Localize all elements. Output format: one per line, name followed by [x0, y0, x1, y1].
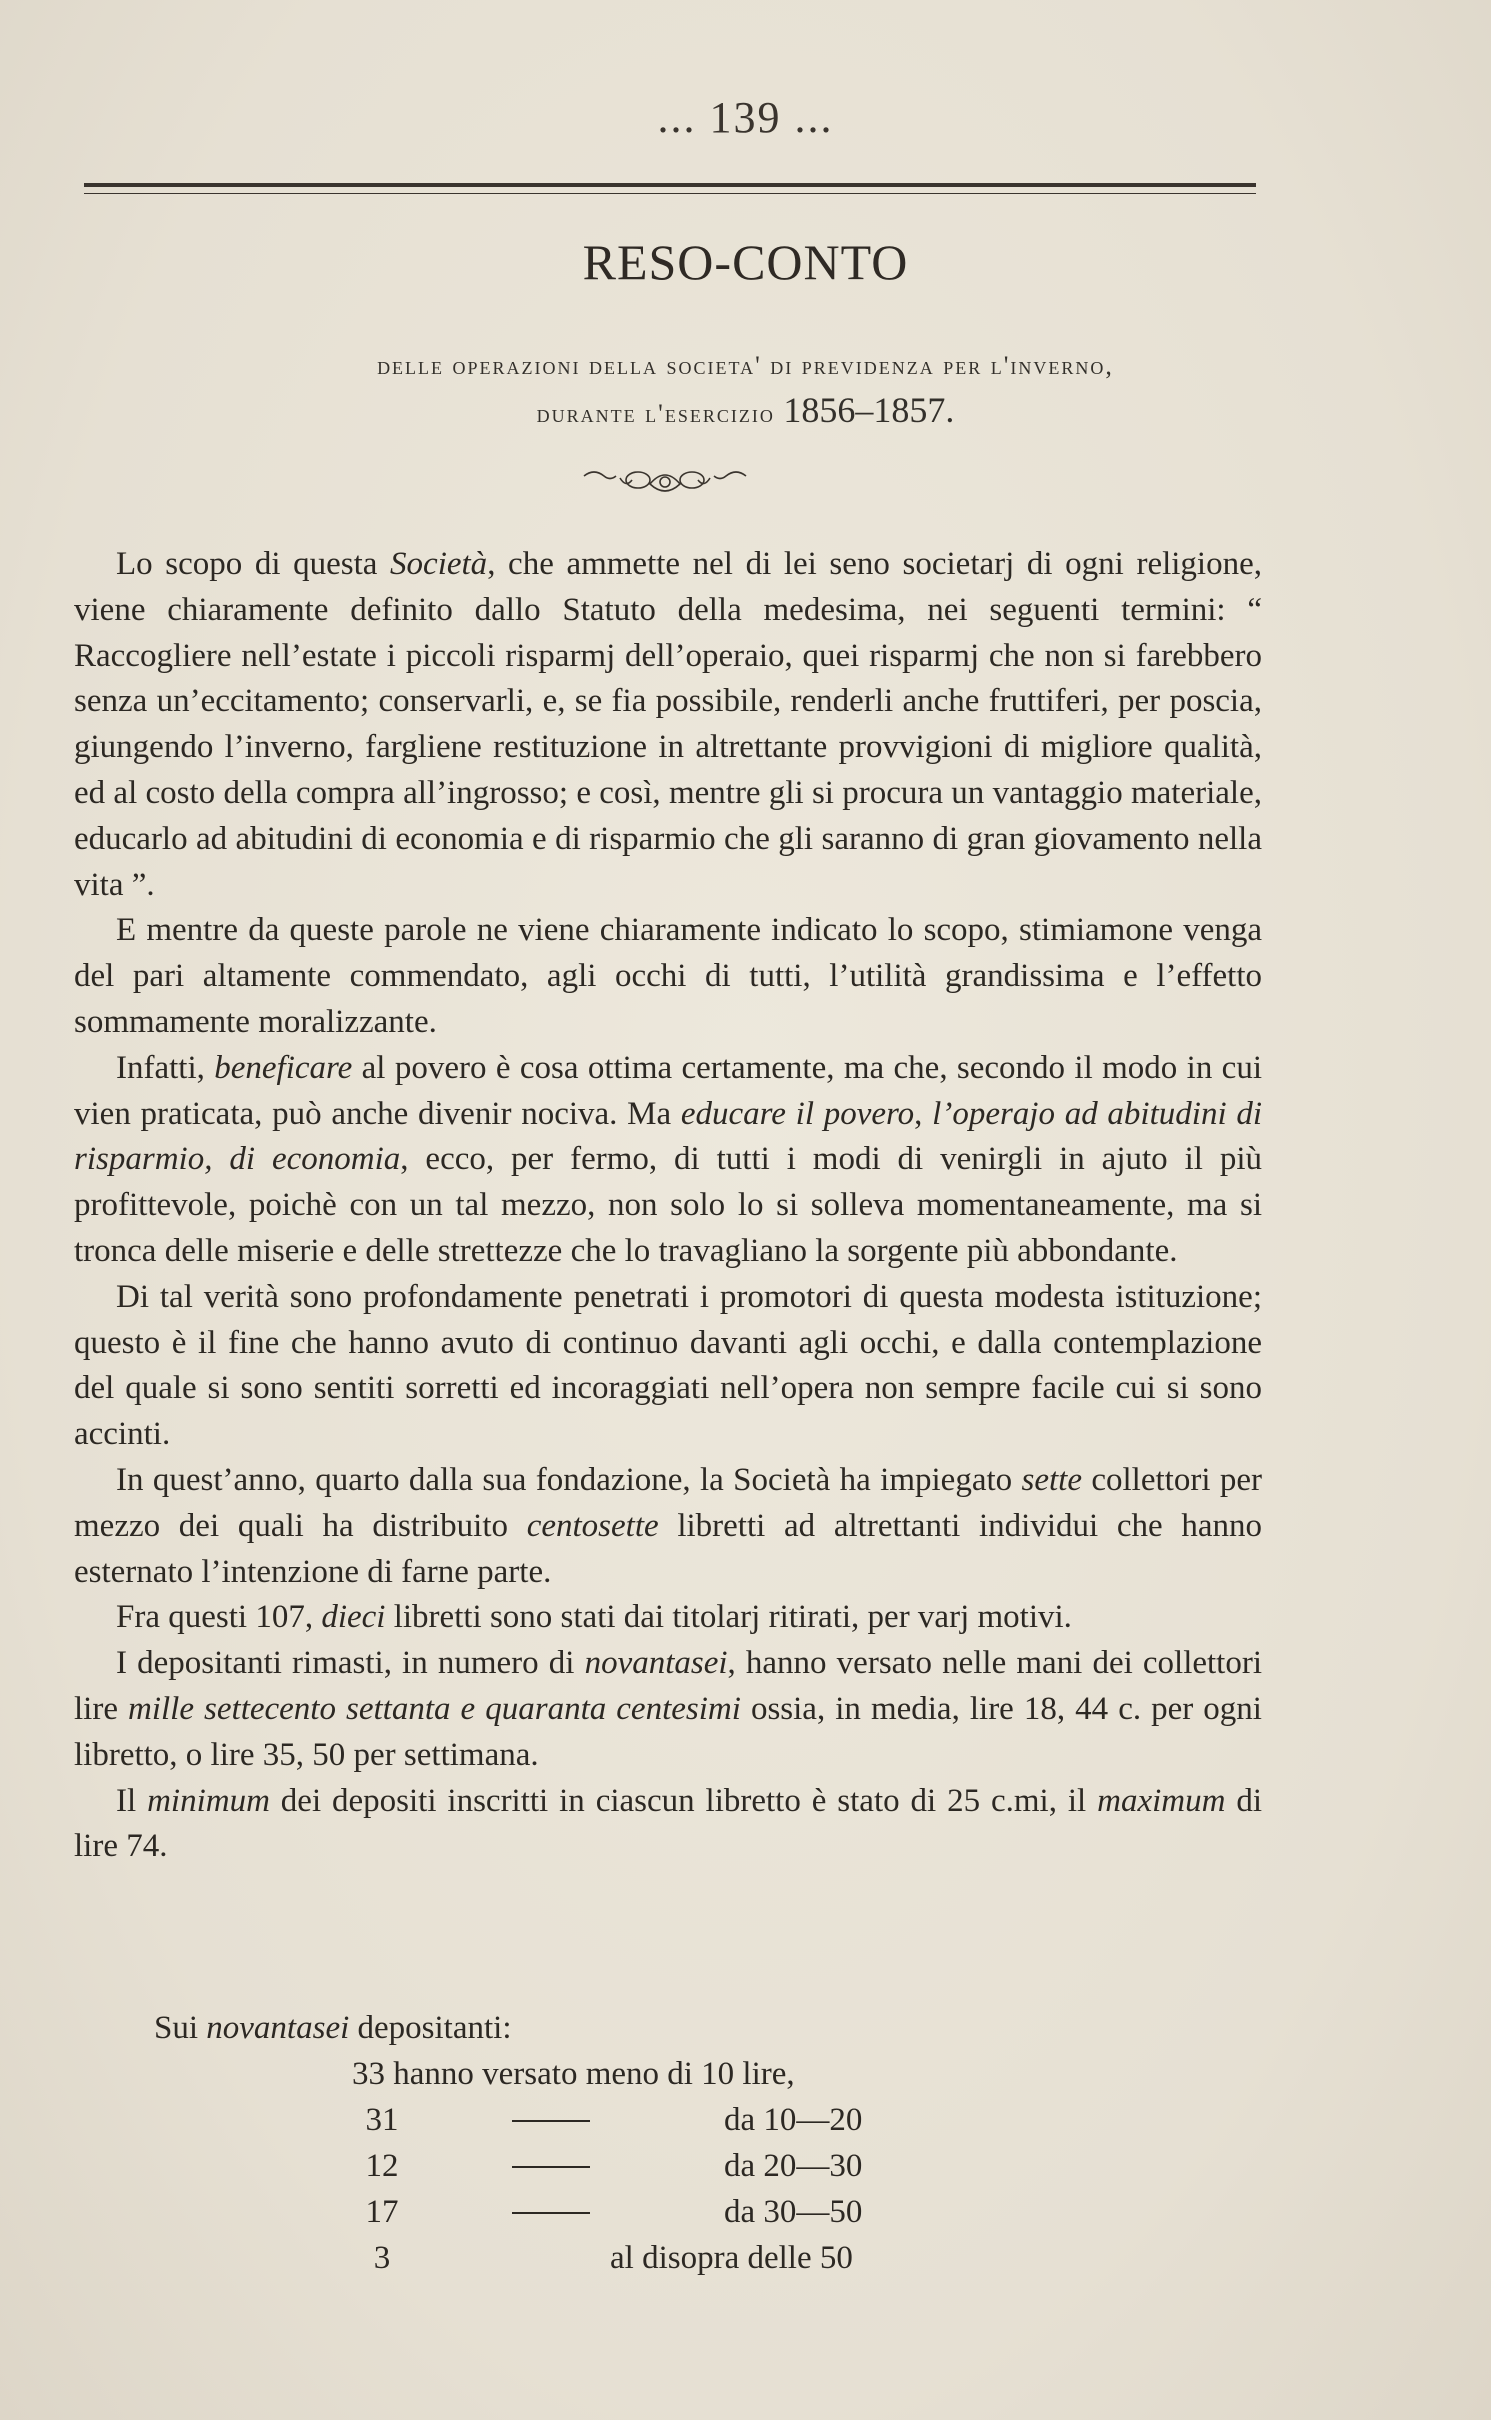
paragraph-segment: al povero è cosa ottima certamente, ma che, secondo il modo in cui vien praticata, può anche divenir nociva. Ma	[74, 1049, 1262, 1132]
paragraph	[74, 1046, 1262, 1275]
paragraph-italic-segment: maximum	[1097, 1782, 1226, 1819]
paragraph-segment: In quest’anno, quarto dalla sua fondazione, la Società ha impiegato	[116, 1461, 1022, 1498]
paragraph-segment: collettori per mezzo dei quali ha distribuito	[74, 1461, 1262, 1544]
paragraph-segment: I depositanti rimasti, in numero di	[116, 1645, 585, 1682]
distribution-first-text: 33 hanno versato meno di 10 lire,	[352, 2056, 795, 2092]
paragraph-italic-segment: dieci	[321, 1599, 386, 1636]
ditto-dash	[512, 2166, 590, 2168]
paragraph-italic-segment: mille settecento settanta e quaranta centesimi	[128, 1690, 741, 1727]
distribution-intro-plain: Sui	[154, 2010, 207, 2046]
distribution-row	[0, 2189, 1491, 2235]
paragraph-italic-segment: educare il povero	[680, 1095, 915, 1132]
paragraph	[74, 1641, 1262, 1778]
decorative-flourish-icon	[580, 462, 750, 502]
document-title: RESO-CONTO	[582, 234, 909, 290]
subtitle-line-2	[0, 388, 1491, 436]
header-rule-thin	[84, 193, 1256, 194]
paragraph-segment: dei depositi inscritti in ciascun libretto è stato di 25 c.mi, il	[269, 1782, 1098, 1819]
header-rule-thick	[84, 183, 1256, 187]
distribution-first-row	[0, 2051, 1491, 2097]
distribution-last-row	[0, 2235, 1491, 2281]
distribution-count: 12	[365, 2148, 399, 2184]
distribution-intro-italic: novantasei	[206, 2010, 350, 2046]
ditto-dash	[512, 2212, 590, 2214]
distribution-row	[0, 2097, 1491, 2143]
paragraph-segment: , hanno versato nelle mani dei collettori lire	[74, 1645, 1263, 1727]
paragraph-italic-segment: centosette	[526, 1507, 659, 1544]
paragraph	[74, 542, 1262, 908]
paragraph	[74, 1595, 1262, 1641]
paragraph-segment: Lo scopo di questa	[116, 546, 391, 582]
distribution-range: da 10—20	[724, 2102, 863, 2138]
paragraph-segment: libretti ad altrettanti individui che hanno esternato l’intenzione di farne parte.	[74, 1507, 1262, 1590]
ditto-dash	[512, 2120, 590, 2122]
subtitle-year: 1856–1857.	[783, 390, 955, 430]
paragraph-segment: di lire 74.	[74, 1782, 1262, 1865]
subtitle-line-1: delle operazioni della societa' di previdenza per l'inverno,	[377, 351, 1114, 380]
paragraph-segment: ,	[914, 1095, 933, 1132]
body-text	[74, 542, 1262, 1870]
distribution-row	[0, 2143, 1491, 2189]
paragraph-italic-segment: Società	[390, 546, 488, 582]
paragraph-italic-segment: sette	[1021, 1461, 1082, 1498]
paragraph-italic-segment: beneficare	[214, 1049, 353, 1086]
paragraph-segment: Il	[116, 1782, 148, 1819]
paragraph-segment: libretti sono stati dai titolarj ritirati, per varj motivi.	[385, 1599, 1072, 1636]
paragraph	[74, 1275, 1262, 1458]
paragraph	[74, 1779, 1262, 1871]
paragraph-italic-segment: minimum	[147, 1782, 270, 1819]
paragraph-segment: , che ammette nel di lei seno societarj di ogni religione, viene chiaramente definito dallo Statuto della medesima, nei seguenti termini: “ Raccogliere nell’estate i piccoli risparmj dell’operaio, quei risparmj che non si farebbero senza un’eccitamento; conservarli, e, se fia possibile, renderli anche fruttiferi, per poscia, giungendo l’inverno, fargliene restituzione in altrettante provvigioni di migliore qualità, ed al costo della compra all’ingrosso; e così, mentre gli si procura un vantaggio materiale, educarlo ad abitudini di economia e di risparmio che gli saranno di gran giovamento nella vita ”.	[74, 546, 1262, 903]
distribution-intro	[0, 2005, 1491, 2051]
paragraph	[74, 908, 1262, 1045]
distribution-intro-rest: depositanti:	[349, 2010, 512, 2046]
distribution-range: da 30—50	[724, 2194, 863, 2230]
depositor-distribution	[0, 2005, 1491, 2281]
distribution-last-range: al disopra delle 50	[610, 2240, 853, 2276]
paragraph-segment: Infatti,	[116, 1049, 215, 1086]
distribution-count: 17	[365, 2194, 399, 2230]
paragraph-italic-segment: novantasei	[584, 1645, 728, 1682]
paragraph-segment: Di tal verità sono profondamente penetrati i promotori di questa modesta istituzione; questo è il fine che hanno avuto di continuo davanti agli occhi, e dalla contemplazione del quale si sono sentiti sorretti ed incoraggiati nell’opera non sempre facile cui si sono accinti.	[74, 1278, 1262, 1453]
paragraph	[74, 1458, 1262, 1595]
distribution-range: da 20—30	[724, 2148, 863, 2184]
document-subtitle	[0, 344, 1491, 436]
paragraph-segment: Fra questi 107,	[116, 1599, 322, 1636]
paragraph-italic-segment: l’operajo ad abitudini di risparmio, di economia	[74, 1095, 1263, 1178]
subtitle-line-2-prefix: durante l'esercizio	[536, 399, 775, 428]
paragraph-segment: ossia, in media, lire 18, 44 c. per ogni libretto, o lire 35, 50 per settimana.	[74, 1690, 1262, 1773]
paragraph-segment: , ecco, per fermo, di tutti i modi di venirgli in ajuto il più profittevole, poichè con un tal mezzo, non solo lo si solleva momentaneamente, ma si tronca delle miserie e delle strettezze che lo travagliano la sorgente più abbondante.	[74, 1141, 1262, 1269]
distribution-count: 31	[365, 2102, 399, 2138]
page-number: ... 139 ...	[657, 93, 834, 142]
distribution-last-count: 3	[373, 2240, 391, 2276]
paragraph-segment: E mentre da queste parole ne viene chiaramente indicato lo scopo, stimiamone venga del pari altamente commendato, agli occhi di tutti, l’utilità grandissima e l’effetto sommamente moralizzante.	[74, 912, 1262, 1040]
